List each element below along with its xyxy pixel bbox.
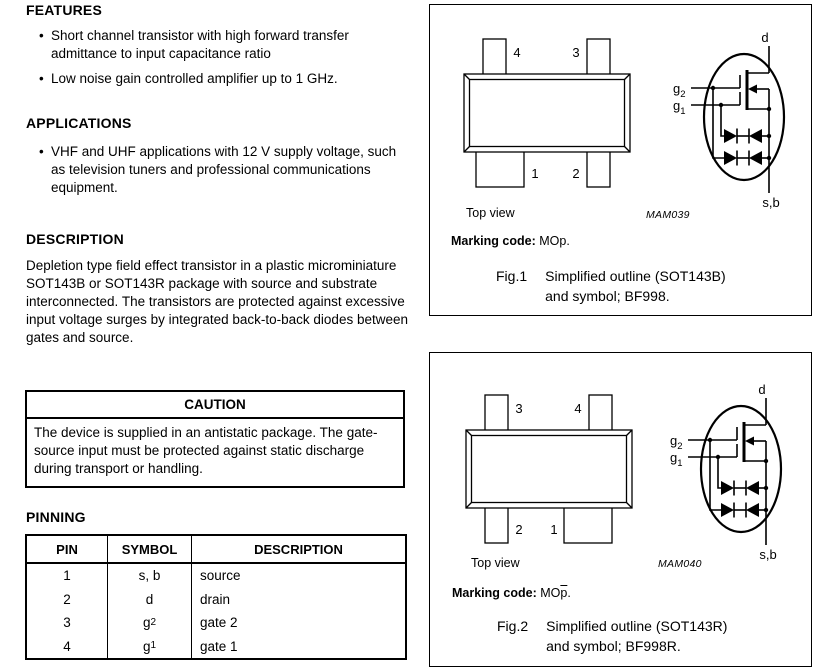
top-view-label: Top view xyxy=(471,556,520,570)
package-lead-bottom-left xyxy=(485,506,508,543)
pin-label: 2 xyxy=(515,522,523,537)
drain-label: d xyxy=(758,382,766,397)
gate1-label: $g_1$ xyxy=(673,98,686,117)
pin-label: 3 xyxy=(515,401,523,416)
caption-line: and symbol; BF998R. xyxy=(546,638,681,654)
figure-number: Fig.2 xyxy=(497,618,529,634)
package-body-inner xyxy=(470,80,625,147)
pin-description: drain xyxy=(200,591,231,607)
package-outline-sot143b xyxy=(460,37,640,189)
pin-symbol: g 2 xyxy=(108,611,192,635)
drawing-code-label: MAM039 xyxy=(646,209,690,221)
mosfet-symbol-bf998 xyxy=(661,11,801,217)
package-lead-top-left xyxy=(483,39,506,76)
pin-label: 3 xyxy=(572,45,580,60)
marking-code-value: MOp. xyxy=(539,234,570,248)
figure-1-panel xyxy=(429,4,812,316)
pin-description: gate 2 xyxy=(200,615,238,631)
mosfet-symbol-bf998r xyxy=(658,363,798,569)
column-header-pin: PIN xyxy=(27,536,108,564)
gate2-label: $g_2$ xyxy=(673,81,686,100)
description-body: Depletion type field effect transistor in a plastic microminiature SOT143B or SOT143R package with source and substrate interconnected. The transistors are protected against excessive input voltage surges by integrated back-to-back diodes between gates and source. xyxy=(26,258,408,345)
pinning-title: PINNING xyxy=(26,509,86,525)
pin-symbol: g 1 xyxy=(108,635,192,659)
column-header-description: DESCRIPTION xyxy=(192,536,405,564)
package-lead-bottom-left-wide xyxy=(476,150,524,187)
applications-title: APPLICATIONS xyxy=(26,115,132,131)
package-lead-bottom-right-wide xyxy=(564,506,612,543)
package-lead-top-right xyxy=(587,39,610,76)
bullet-icon: • xyxy=(39,71,44,86)
pin-description: gate 1 xyxy=(200,638,238,654)
description-title: DESCRIPTION xyxy=(26,231,124,247)
marking-code-value: $MO\overline{p}$. xyxy=(540,586,571,600)
pin-symbol xyxy=(108,588,192,612)
pin-symbol-base: s, b xyxy=(138,568,161,584)
feature-item xyxy=(34,27,403,63)
drain-label: d xyxy=(761,30,769,45)
package-body-inner xyxy=(472,436,627,503)
gate2-label: $g_2$ xyxy=(670,433,683,452)
caption-line: Simplified outline (SOT143R) xyxy=(546,618,728,634)
pin-label: 1 xyxy=(550,522,558,537)
package-outline-sot143r xyxy=(462,393,642,545)
figure-caption-text xyxy=(545,266,726,306)
column-header-symbol: SYMBOL xyxy=(108,536,192,564)
bullet-icon: • xyxy=(39,28,44,43)
protection-diodes xyxy=(708,437,768,518)
figure-number: Fig.1 xyxy=(496,268,528,284)
feature-item-text: Low noise gain controlled amplifier up to 1 GHz. xyxy=(51,71,338,86)
figure-caption xyxy=(497,616,727,656)
top-view-label: Top view xyxy=(466,206,515,220)
package-lead-bottom-right xyxy=(587,150,610,187)
caption-line: and symbol; BF998. xyxy=(545,288,670,304)
symbol-envelope xyxy=(701,406,781,532)
marking-code-label: Marking code: xyxy=(451,234,536,248)
gate1-label: $g_1$ xyxy=(670,450,683,469)
pin-label: 4 xyxy=(574,401,582,416)
application-item-text: VHF and UHF applications with 12 V supply voltage, such as television tuners and professional communications equipment. xyxy=(51,144,397,195)
pin-symbol-base: g xyxy=(142,638,151,654)
features-title: FEATURES xyxy=(26,2,103,18)
protection-diodes xyxy=(711,85,771,166)
pin-label: 2 xyxy=(572,166,580,181)
package-lead-top-right xyxy=(589,395,612,432)
pin-label: 4 xyxy=(513,45,521,60)
application-item xyxy=(34,143,403,197)
pin-symbol-base: d xyxy=(145,591,154,607)
pin-symbol xyxy=(108,564,192,588)
marking-code-line xyxy=(452,586,571,600)
feature-item xyxy=(34,70,403,88)
pin-number: 3 xyxy=(27,611,108,635)
pin-number: 2 xyxy=(27,588,108,612)
caution-title: CAUTION xyxy=(27,392,403,419)
marking-code-label: Marking code: xyxy=(452,586,537,600)
figure-caption-text xyxy=(546,616,727,656)
pin-symbol-base: g xyxy=(142,615,151,631)
pin-label: 1 xyxy=(531,166,539,181)
caption-line: Simplified outline (SOT143B) xyxy=(545,268,726,284)
marking-code-line xyxy=(451,234,570,248)
source-bulk-label: s,b xyxy=(759,547,777,562)
figure-caption xyxy=(496,266,726,306)
caution-box xyxy=(25,390,405,488)
pin-number: 1 xyxy=(27,564,108,588)
substrate-arrow-icon xyxy=(748,85,757,94)
source-bulk-label: s,b xyxy=(762,195,780,210)
caution-body: The device is supplied in an antistatic package. The gate-source input must be protected against static discharge during transport or handling. xyxy=(34,425,378,476)
figure-2-panel xyxy=(429,352,812,667)
pin-description: source xyxy=(200,568,241,584)
symbol-envelope xyxy=(704,54,784,180)
drawing-code-label: MAM040 xyxy=(658,558,702,570)
package-lead-top-left xyxy=(485,395,508,432)
pinning-table xyxy=(25,534,407,660)
substrate-arrow-icon xyxy=(745,437,754,446)
pin-number: 4 xyxy=(27,635,108,659)
feature-item-text: Short channel transistor with high forward transfer admittance to input capacitance ratio xyxy=(51,28,349,61)
bullet-icon: • xyxy=(39,144,44,159)
